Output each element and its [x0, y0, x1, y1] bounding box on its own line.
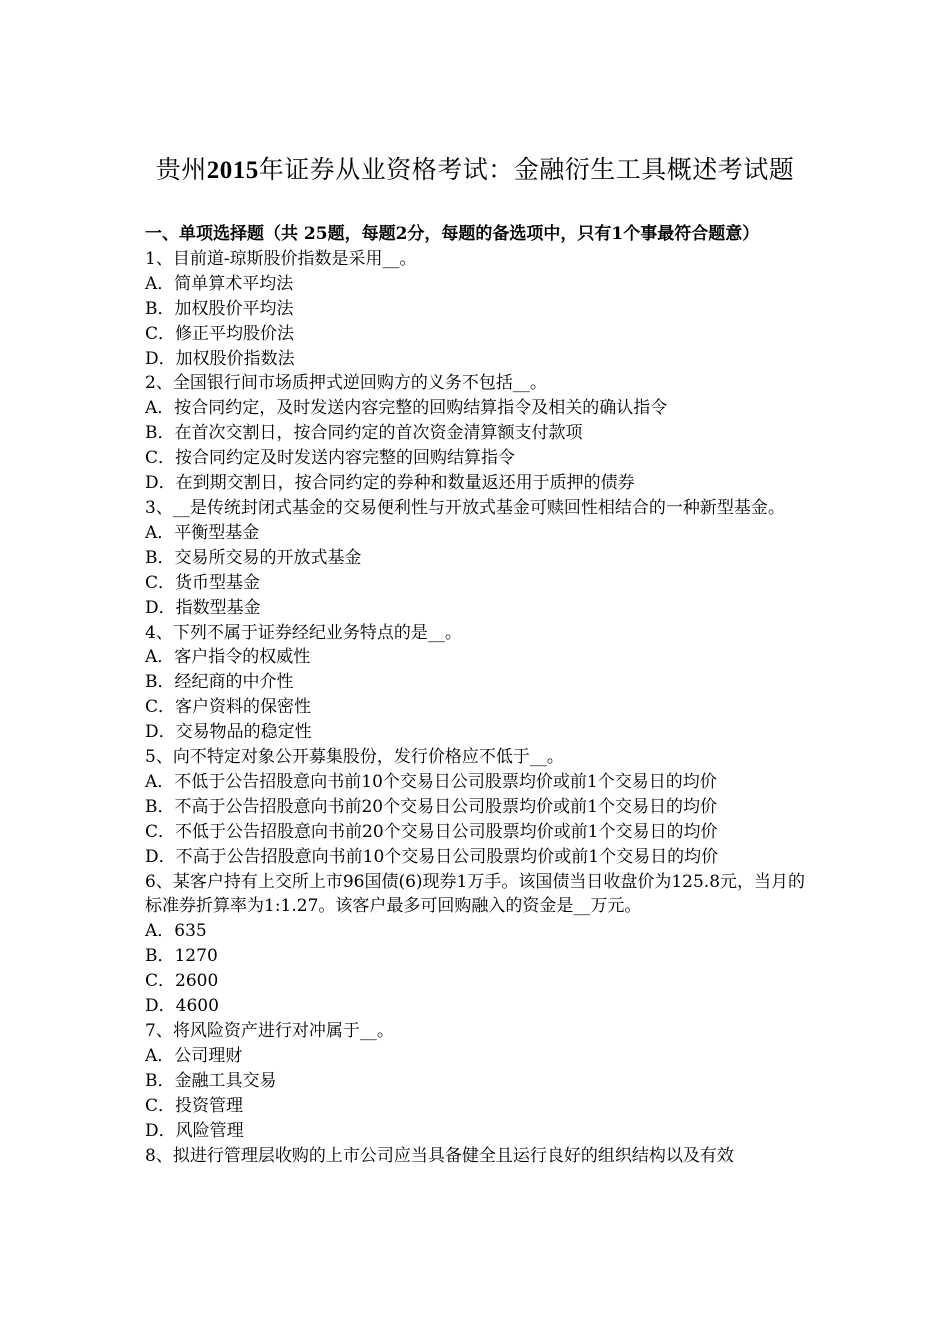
option-a: A．公司理财: [145, 1045, 243, 1066]
option-c: C．修正平均股价法: [145, 323, 295, 344]
option-d: D．指数型基金: [145, 597, 261, 618]
title-prefix: 贵州: [155, 155, 207, 184]
question-4: [145, 621, 810, 746]
option-b: B．加权股价平均法: [145, 298, 294, 319]
option-a: A．不低于公告招股意向书前10个交易日公司股票均价或前1个交易日的均价: [145, 771, 717, 792]
option-a: A．简单算术平均法: [145, 273, 294, 294]
question-2: [145, 371, 810, 496]
option-b: B．金融工具交易: [145, 1070, 277, 1091]
title-suffix: 年证券从业资格考试：金融衍生工具概述考试题: [258, 155, 795, 184]
question-stem: 5、向不特定对象公开募集股份，发行价格应不低于__。: [145, 747, 564, 768]
question-stem: 7、将风险资产进行对冲属于__。: [145, 1021, 394, 1041]
option-d: D．交易物品的稳定性: [145, 722, 312, 743]
question-1: [145, 247, 810, 372]
section-heading: 一、单项选择题（共 25题，每题2分，每题的备选项中，只有1个事最符合题意）: [145, 224, 760, 244]
title-year: 2015: [206, 157, 259, 184]
question-stem: 6、某客户持有上交所上市96国债(6)现券1万手。该国债当日收盘价为125.8元，当月的标准券折算率为1:1.27。该客户最多可回购融入的资金是__万元。: [145, 871, 806, 917]
option-b: B．交易所交易的开放式基金: [145, 547, 362, 568]
document-body: [145, 222, 810, 1168]
question-8: [145, 1144, 810, 1169]
option-a: A．按合同约定，及时发送内容完整的回购结算指令及相关的确认指令: [145, 398, 668, 419]
document-title: [0, 150, 950, 186]
question-stem: 3、__是传统封闭式基金的交易便利性与开放式基金可赎回性相结合的一种新型基金。: [145, 497, 785, 518]
option-c: C．不低于公告招股意向书前20个交易日公司股票均价或前1个交易日的均价: [145, 821, 718, 842]
question-stem: 2、全国银行间市场质押式逆回购方的义务不包括__。: [145, 373, 547, 394]
option-a: A．平衡型基金: [145, 522, 260, 543]
question-stem: 1、目前道-琼斯股价指数是采用__。: [145, 248, 417, 269]
option-b: B．1270: [145, 946, 218, 967]
option-b: B．不高于公告招股意向书前20个交易日公司股票均价或前1个交易日的均价: [145, 796, 717, 817]
option-d: D．加权股价指数法: [145, 348, 295, 369]
question-5: [145, 745, 810, 870]
option-a: A．635: [145, 921, 207, 942]
option-c: C．投资管理: [145, 1095, 244, 1116]
option-d: D．4600: [145, 996, 219, 1017]
option-b: B．在首次交割日，按合同约定的首次资金清算额支付款项: [145, 423, 583, 444]
option-c: C．2600: [145, 971, 219, 992]
option-d: D．在到期交割日，按合同约定的券种和数量返还用于质押的债券: [145, 473, 635, 494]
option-d: D．风险管理: [145, 1120, 244, 1141]
question-stem: 4、下列不属于证券经纪业务特点的是__。: [145, 622, 462, 643]
question-stem: 8、拟进行管理层收购的上市公司应当具备健全且运行良好的组织结构以及有效: [145, 1145, 734, 1166]
option-d: D．不高于公告招股意向书前10个交易日公司股票均价或前1个交易日的均价: [145, 846, 719, 867]
option-b: B．经纪商的中介性: [145, 672, 294, 693]
question-6: [145, 870, 810, 1019]
option-c: C．客户资料的保密性: [145, 697, 312, 718]
question-7: [145, 1019, 810, 1144]
option-c: C．按合同约定及时发送内容完整的回购结算指令: [145, 448, 516, 469]
option-c: C．货币型基金: [145, 572, 261, 593]
question-3: [145, 496, 810, 621]
option-a: A．客户指令的权威性: [145, 647, 311, 668]
